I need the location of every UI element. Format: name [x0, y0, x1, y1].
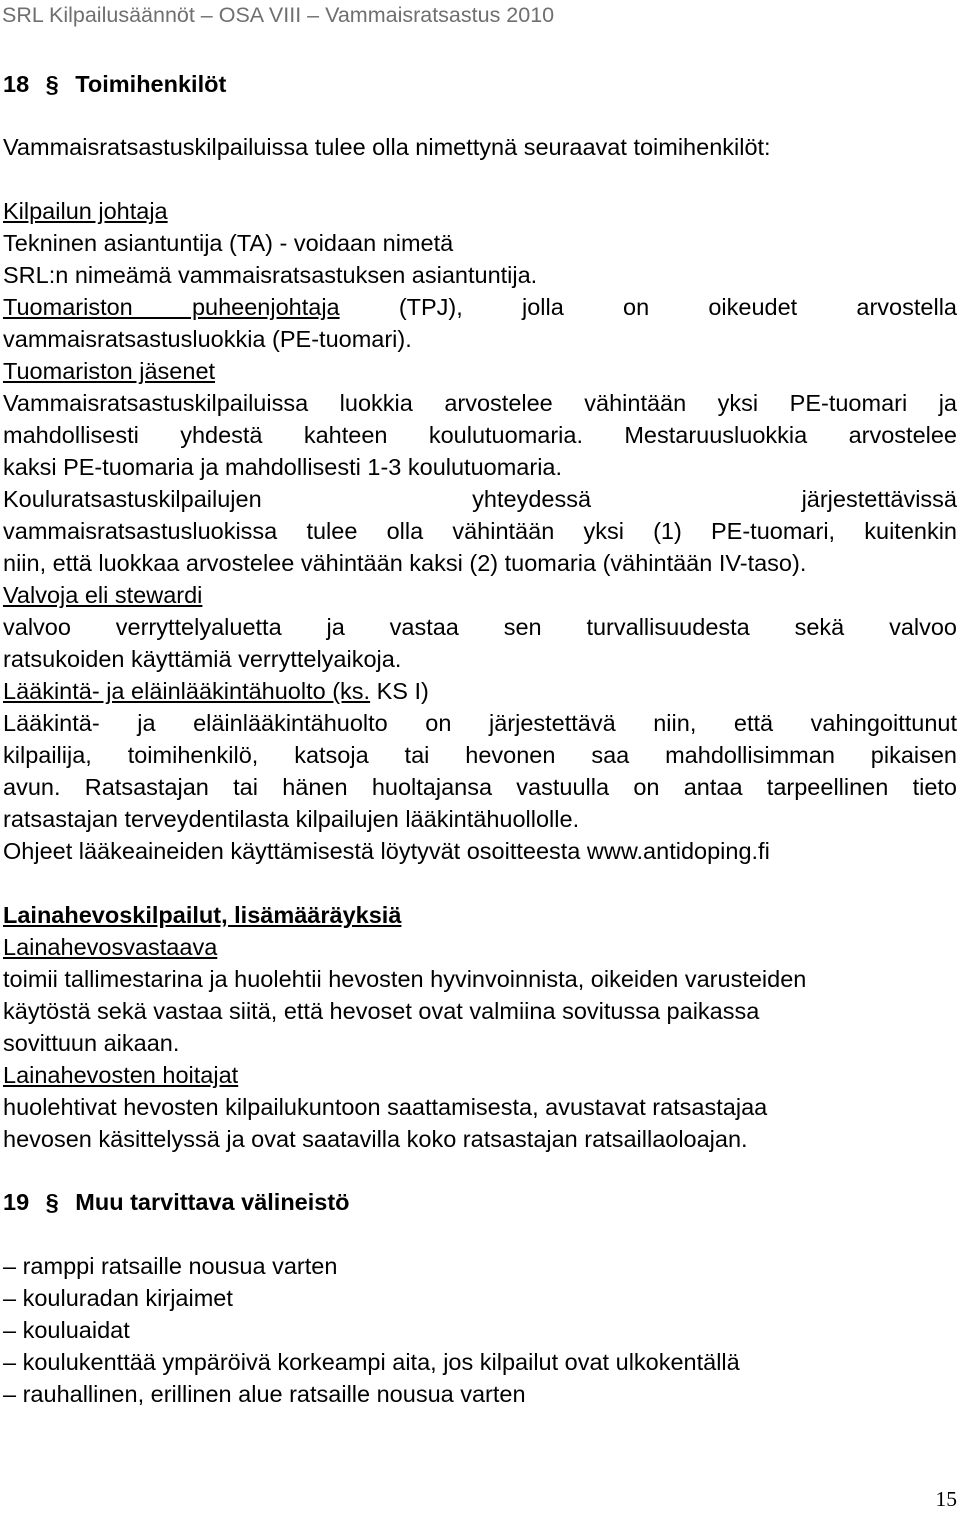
paragraph-intro: Vammaisratsastuskilpailuissa tulee olla nimettynä seuraavat toimihenkilöt:	[3, 134, 771, 160]
text-line: Lääkintä- ja eläinlääkintähuolto on järjestettävä niin, että vahingoittunut	[3, 710, 957, 736]
list-item: – rauhallinen, erillinen alue ratsaille nousua varten	[3, 1381, 526, 1407]
text-line: ratsukoiden käyttämiä verryttelyaikoja.	[3, 646, 402, 672]
role-heading-tuomariston-jasenet: Tuomariston jäsenet	[3, 358, 216, 384]
role-heading-lainahevosvastaava: Lainahevosvastaava	[3, 934, 218, 960]
text-line: Vammaisratsastuskilpailuissa luokkia arvostelee vähintään yksi PE-tuomari ja	[3, 390, 957, 416]
role-heading-kilpailun-johtaja: Kilpailun johtaja	[3, 198, 168, 224]
text-line: mahdollisesti yhdestä kahteen koulutuomaria. Mestaruusluokkia arvostelee	[3, 422, 957, 448]
list-item: – koulukenttää ympäröivä korkeampi aita, jos kilpailut ovat ulkokentällä	[3, 1349, 740, 1375]
text-line: avun. Ratsastajan tai hänen huoltajansa vastuulla on antaa tarpeellinen tieto	[3, 774, 957, 800]
list-item: – kouluradan kirjaimet	[3, 1285, 233, 1311]
text-line: hevosen käsittelyssä ja ovat saatavilla koko ratsastajan ratsaillaoloajan.	[3, 1126, 748, 1152]
laakinta-heading-link: Lääkintä- ja eläinlääkintähuolto (ks.	[3, 678, 371, 704]
role-line-srl: SRL:n nimeämä vammaisratsastuksen asiantuntija.	[3, 262, 538, 288]
role-heading-lainahevosten-hoitajat: Lainahevosten hoitajat	[3, 1062, 239, 1088]
role-heading-tpj: Tuomariston puheenjohtaja	[3, 294, 340, 320]
text-line: Kouluratsastuskilpailujen yhteydessä järjestettävissä	[3, 486, 957, 512]
list-item: – kouluaidat	[3, 1317, 130, 1343]
section-symbol: §	[45, 71, 59, 97]
page-number: 15	[935, 1487, 957, 1511]
section-number: 19	[3, 1189, 30, 1215]
text-run: KS I)	[370, 678, 429, 704]
section-number: 18	[3, 71, 30, 97]
text-line: kilpailija, toimihenkilö, katsoja tai hevonen saa mahdollisimman pikaisen	[3, 742, 957, 768]
text-line: Ohjeet lääkeaineiden käyttämisestä löytyvät osoitteesta www.antidoping.fi	[3, 838, 770, 864]
role-line-ta: Tekninen asiantuntija (TA) - voidaan nimetä	[3, 230, 454, 256]
subsection-heading-lainahevoskilpailut: Lainahevoskilpailut, lisämääräyksiä	[3, 902, 402, 928]
text-run: (TPJ), jolla on oikeudet arvostella	[398, 294, 957, 320]
text-line: käytöstä sekä vastaa siitä, että hevoset ovat valmiina sovitussa paikassa	[3, 998, 760, 1024]
role-heading-laakinta	[3, 675, 429, 707]
text-line: kaksi PE-tuomaria ja mahdollisesti 1-3 koulutuomaria.	[3, 454, 563, 480]
text-line: huolehtivat hevosten kilpailukuntoon saattamisesta, avustavat ratsastajaa	[3, 1094, 768, 1120]
text-line: ratsastajan terveydentilasta kilpailujen lääkintähuollolle.	[3, 806, 580, 832]
list-item: – ramppi ratsaille nousua varten	[3, 1253, 338, 1279]
text-line: toimii tallimestarina ja huolehtii hevosten hyvinvoinnista, oikeiden varusteiden	[3, 966, 807, 992]
section-title: Muu tarvittava välineistö	[75, 1189, 350, 1215]
section-symbol: §	[45, 1189, 59, 1215]
text-line: sovittuun aikaan.	[3, 1030, 180, 1056]
running-header: SRL Kilpailusäännöt – OSA VIII – Vammaisratsastus 2010	[2, 3, 555, 27]
text-line: niin, että luokkaa arvostelee vähintään kaksi (2) tuomaria (vähintään IV-taso).	[3, 550, 807, 576]
section-18-heading	[3, 68, 226, 100]
text-line: vammaisratsastusluokissa tulee olla vähintään yksi (1) PE-tuomari, kuitenkin	[3, 518, 957, 544]
section-title: Toimihenkilöt	[75, 71, 227, 97]
text-line: vammaisratsastusluokkia (PE-tuomari).	[3, 326, 412, 352]
role-line-tpj	[3, 291, 957, 323]
section-19-heading	[3, 1186, 350, 1218]
text-line: valvoo verryttelyaluetta ja vastaa sen turvallisuudesta sekä valvoo	[3, 614, 957, 640]
role-heading-valvoja: Valvoja eli stewardi	[3, 582, 203, 608]
